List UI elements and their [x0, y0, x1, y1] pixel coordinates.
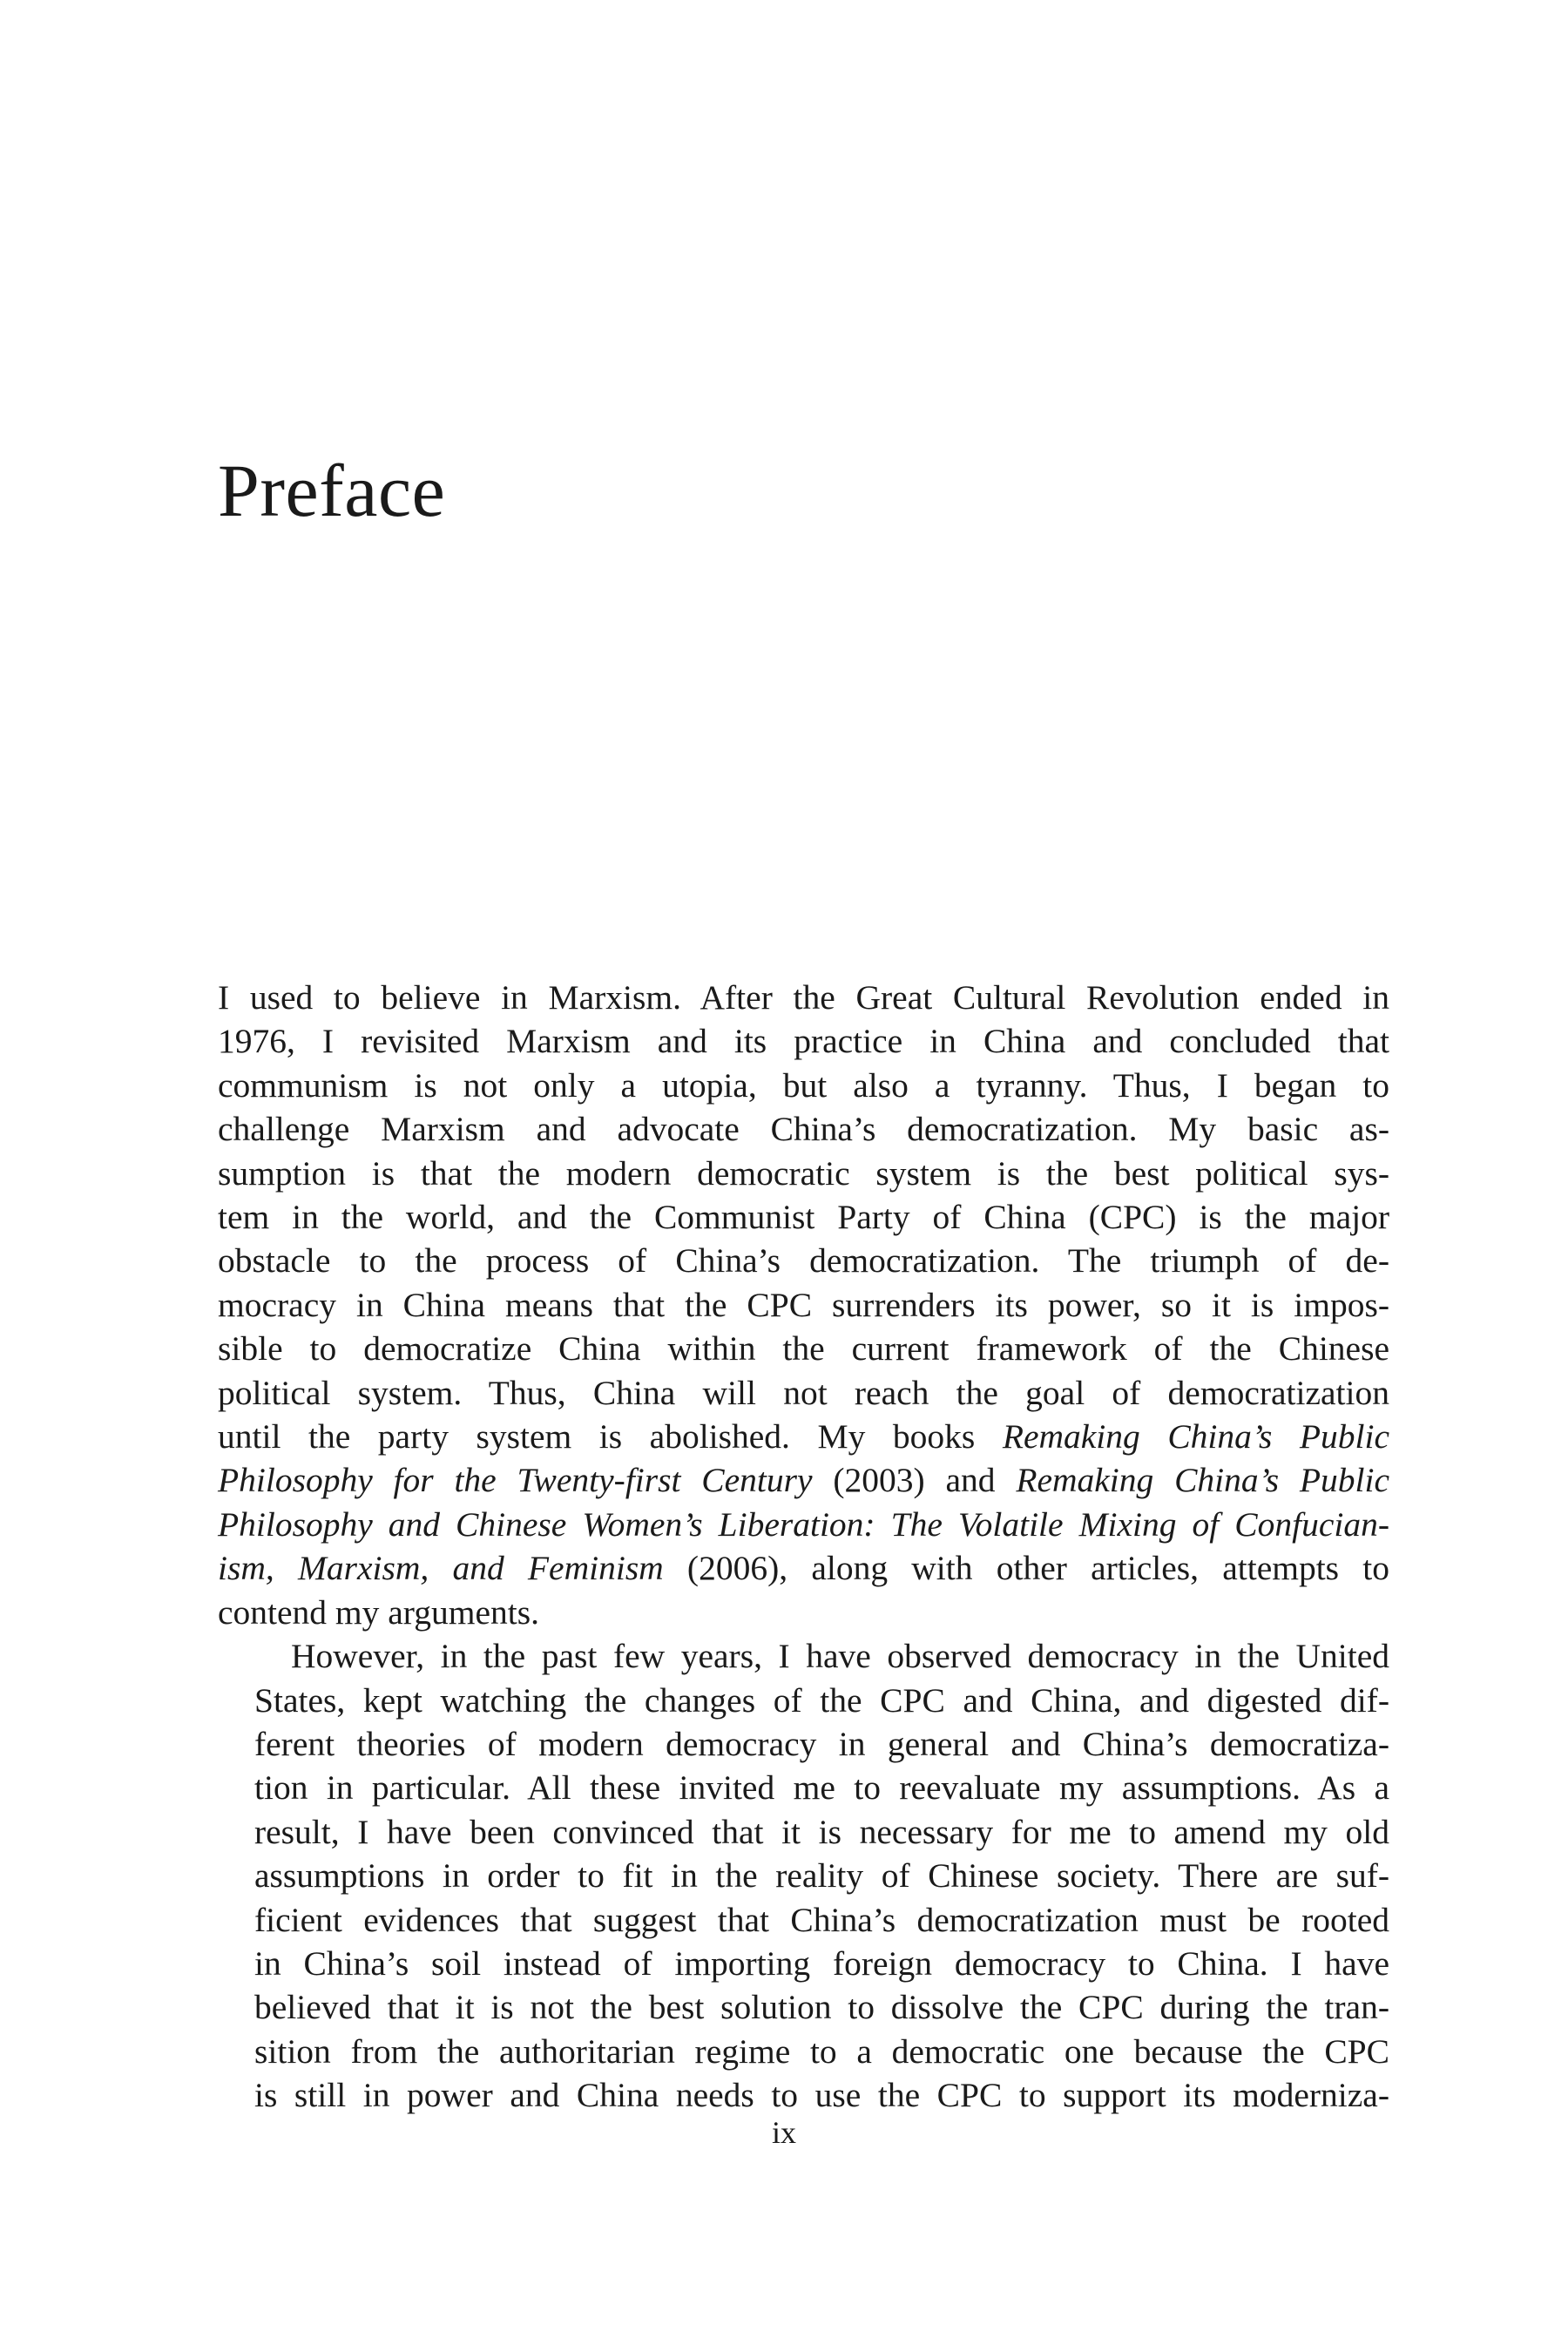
text-line: result, I have been convinced that it is necessary for me to amend my old: [254, 1812, 1389, 1851]
text-line: is still in power and China needs to use the CPC to support its moderniza-: [254, 2076, 1389, 2115]
page-title: Preface: [218, 449, 446, 532]
text-line: ficient evidences that suggest that China’s democratization must be rooted: [254, 1900, 1389, 1939]
text-line: [218, 1503, 1389, 1546]
text-line: until the party system is abolished. My books Remaking China’s Public: [218, 1417, 1389, 1456]
text-line: believed that it is not the best solution to dissolve the CPC during the tran-: [254, 1988, 1389, 2027]
page-number: ix: [771, 2115, 796, 2150]
text-line: assumptions in order to fit in the reality of Chinese society. There are suf-: [254, 1856, 1389, 1896]
text-line: obstacle to the process of China’s democratization. The triumph of de-: [218, 1241, 1389, 1281]
text-line: challenge Marxism and advocate China’s democratization. My basic as-: [218, 1110, 1389, 1149]
text-line: tem in the world, and the Communist Party of China (CPC) is the major: [218, 1198, 1389, 1237]
book-title: Remaking China’s Public: [1016, 1461, 1389, 1500]
book-title: Philosophy for the Twenty-first Century: [218, 1461, 813, 1500]
paragraph-1: [218, 976, 1389, 1634]
text-line: 1976, I revisited Marxism and its practice in China and concluded that: [218, 1022, 1389, 1061]
text-line: sible to democratize China within the current framework of the Chinese: [218, 1329, 1389, 1369]
text-line: ferent theories of modern democracy in general and China’s democratiza-: [254, 1724, 1389, 1763]
paragraph-2: [218, 1634, 1389, 2117]
text-line: Philosophy for the Twenty-first Century (2003) and Remaking China’s Public: [218, 1461, 1389, 1500]
text-line: ism, Marxism, and Feminism (2006), along with other articles, attempts to: [218, 1549, 1389, 1588]
text-line: States, kept watching the changes of the CPC and China, and digested dif-: [254, 1680, 1389, 1720]
text-line: contend my arguments.: [218, 1592, 539, 1632]
text-line: I used to believe in Marxism. After the Great Cultural Revolution ended in: [218, 978, 1389, 1017]
book-title: ism, Marxism, and Feminism: [218, 1549, 664, 1588]
text-line: political system. Thus, China will not reach the goal of democratization: [218, 1373, 1389, 1412]
text-line: However, in the past few years, I have observed democracy in the United: [291, 1637, 1389, 1676]
body-text: [218, 976, 1389, 2118]
text-line: sition from the authoritarian regime to a democratic one because the CPC: [254, 2031, 1389, 2071]
text-line: communism is not only a utopia, but also a tyranny. Thus, I began to: [218, 1065, 1389, 1105]
book-title: Remaking China’s Public: [1002, 1417, 1389, 1456]
text-line: sumption is that the modern democratic system is the best political sys-: [218, 1153, 1389, 1193]
text-line: mocracy in China means that the CPC surrenders its power, so it is impos-: [218, 1285, 1389, 1324]
text-line: tion in particular. All these invited me to reevaluate my assumptions. As a: [254, 1768, 1389, 1808]
book-title: Philosophy and Chinese Women’s Liberation: The Volatile Mixing of Confucian-: [218, 1504, 1389, 1544]
text-line: in China’s soil instead of importing foreign democracy to China. I have: [254, 1943, 1389, 1983]
